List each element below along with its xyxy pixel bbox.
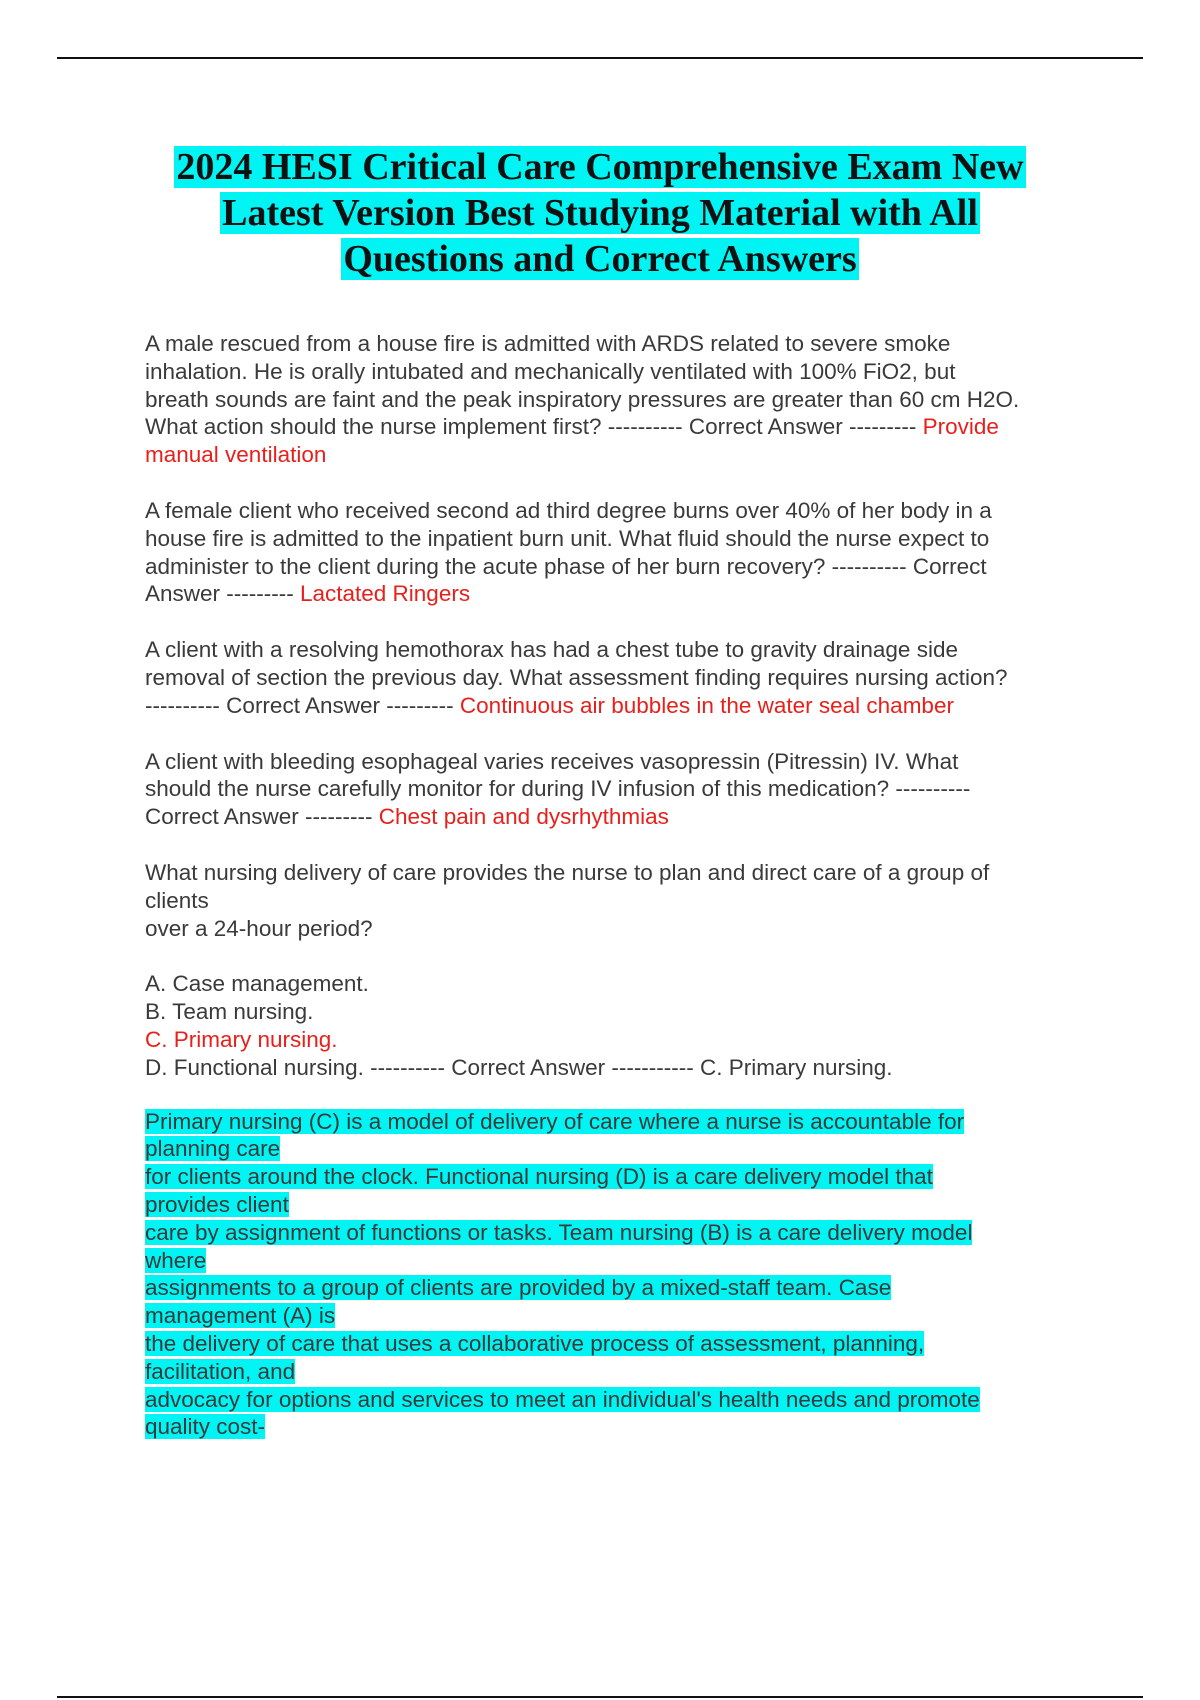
question-4-line-3 — [145, 803, 1105, 831]
question-3-answer: Continuous air bubbles in the water seal chamber — [459, 692, 954, 718]
question-2-line-4 — [145, 580, 1105, 608]
rationale-line-7: assignments to a group of clients are provided by a mixed-staff team. Case — [145, 1275, 892, 1301]
mcq-stem — [145, 859, 1105, 942]
question-4-line-2: should the nurse carefully monitor for during IV infusion of this medication? ---------- — [145, 776, 971, 802]
title-line-2: Latest Version Best Studying Material with All — [222, 192, 978, 234]
question-4-prompt: Correct Answer --------- — [145, 804, 379, 830]
question-3-prompt: ---------- Correct Answer --------- — [145, 692, 460, 718]
title-line-3: Questions and Correct Answers — [343, 238, 857, 280]
question-1 — [145, 330, 1105, 469]
title-line-1: 2024 HESI Critical Care Comprehensive Exam New — [176, 146, 1024, 188]
question-1-prompt: What action should the nurse implement first? ---------- Correct Answer --------- — [145, 414, 923, 440]
mcq-option-a: A. Case management. — [145, 971, 369, 997]
rationale-line-9: the delivery of care that uses a collaborative process of assessment, planning, — [145, 1330, 925, 1356]
bottom-rule — [57, 1696, 1143, 1698]
mcq-stem-line-2: clients — [145, 887, 209, 913]
question-1-answer-part2: manual ventilation — [145, 442, 327, 468]
question-2-prompt: Answer --------- — [145, 581, 300, 607]
question-1-answer-part1: Provide — [922, 414, 999, 440]
rationale-line-1: Primary nursing (C) is a model of delivery of care where a nurse is accountable for — [145, 1108, 965, 1134]
document-body — [145, 330, 1105, 1441]
question-4-answer: Chest pain and dysrhythmias — [378, 804, 669, 830]
question-3 — [145, 636, 1105, 719]
rationale-line-5: care by assignment of functions or tasks. Team nursing (B) is a care delivery model — [145, 1219, 973, 1245]
top-rule — [57, 57, 1143, 59]
mcq-stem-line-1: What nursing delivery of care provides the nurse to plan and direct care of a group of — [145, 859, 990, 885]
mcq-option-d: D. Functional nursing. ---------- Correct Answer ----------- C. Primary nursing. — [145, 1054, 893, 1080]
question-2 — [145, 497, 1105, 608]
question-2-line-1: A female client who received second ad third degree burns over 40% of her body in a — [145, 497, 992, 523]
rationale-line-8: management (A) is — [145, 1303, 336, 1329]
mcq-option-c-correct: C. Primary nursing. — [145, 1026, 338, 1052]
mcq-option-b: B. Team nursing. — [145, 999, 314, 1025]
question-3-line-2: removal of section the previous day. What assessment finding requires nursing action? — [145, 664, 1008, 690]
question-3-line-3 — [145, 692, 1105, 720]
question-4-line-1: A client with bleeding esophageal varies receives vasopressin (Pitressin) IV. What — [145, 748, 959, 774]
question-2-answer: Lactated Ringers — [299, 581, 471, 607]
rationale-line-10: facilitation, and — [145, 1358, 296, 1384]
rationale-line-3: for clients around the clock. Functional nursing (D) is a care delivery model that — [145, 1164, 933, 1190]
question-1-line-3: breath sounds are faint and the peak inspiratory pressures are greater than 60 cm H2O. — [145, 386, 1020, 412]
mcq-stem-line-3: over a 24-hour period? — [145, 915, 373, 941]
rationale-line-6: where — [145, 1247, 207, 1273]
rationale-line-4: provides client — [145, 1191, 289, 1217]
rationale-line-2: planning care — [145, 1136, 281, 1162]
question-1-line-2: inhalation. He is orally intubated and mechanically ventilated with 100% FiO2, but — [145, 358, 956, 384]
rationale-line-12: quality cost- — [145, 1414, 266, 1440]
rationale-line-11: advocacy for options and services to meet an individual's health needs and promote — [145, 1386, 980, 1412]
question-4 — [145, 748, 1105, 831]
document-title — [100, 144, 1100, 282]
rationale — [145, 1108, 1105, 1442]
question-1-line-1: A male rescued from a house fire is admitted with ARDS related to severe smoke — [145, 331, 951, 356]
question-3-line-1: A client with a resolving hemothorax has had a chest tube to gravity drainage side — [145, 637, 958, 663]
question-2-line-2: house fire is admitted to the inpatient burn unit. What fluid should the nurse expect to — [145, 525, 990, 551]
mcq-options — [145, 970, 1105, 1081]
question-1-line-4 — [145, 413, 1105, 441]
question-2-line-3: administer to the client during the acute phase of her burn recovery? ---------- Correct — [145, 553, 987, 579]
